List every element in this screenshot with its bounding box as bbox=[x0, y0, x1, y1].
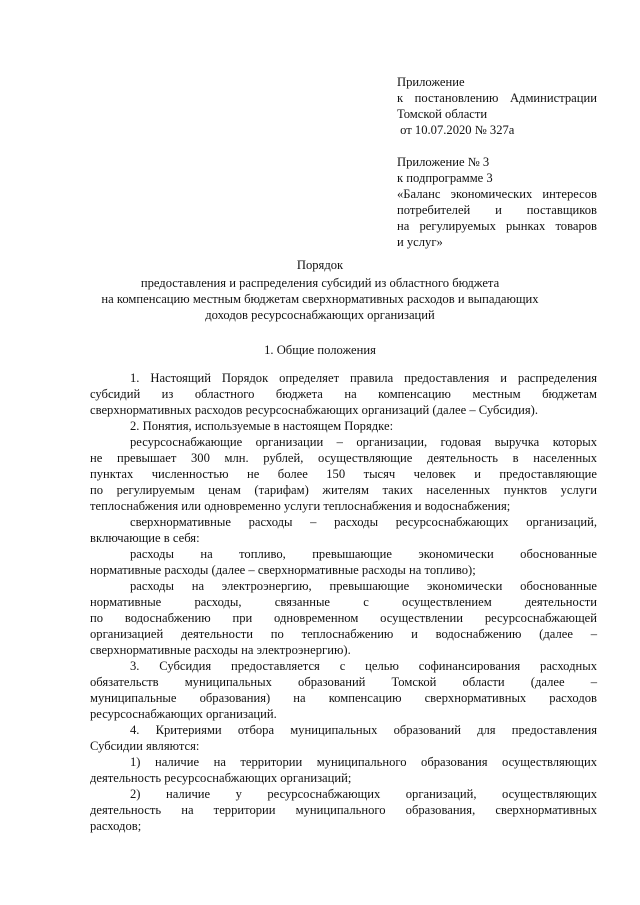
body-line: пунктах численностью не более 150 тысяч человек и предоставляющие bbox=[90, 467, 597, 481]
body-line: ресурсоснабжающие организации – организации, годовая выручка которых bbox=[130, 435, 597, 449]
body-line: расходы на электроэнергию, превышающие экономически обоснованные bbox=[130, 579, 597, 593]
body-line: 2. Понятия, используемые в настоящем Порядке: bbox=[130, 419, 394, 433]
appendix-sub-line: «Баланс экономических интересов bbox=[397, 187, 597, 201]
appendix-sub-line: на регулируемых рынках товаров bbox=[397, 219, 597, 233]
body-line: включающие в себя: bbox=[90, 531, 200, 545]
section-heading-text: 1. Общие положения bbox=[264, 343, 376, 357]
body-text bbox=[90, 370, 597, 834]
body-line: 3. Субсидия предоставляется с целью софинансирования расходных bbox=[130, 659, 597, 673]
body-line: муниципальные образования) на компенсацию сверхнормативных расходов bbox=[90, 691, 597, 705]
body-line: Субсидии являются: bbox=[90, 739, 200, 753]
body-line: не превышает 300 млн. рублей, осуществляющие деятельность в населенных bbox=[90, 451, 597, 465]
body-line: обязательств муниципальных образований Томской области (далее – bbox=[90, 675, 597, 689]
title-line: предоставления и распределения субсидий из областного бюджета bbox=[140, 276, 500, 290]
appendix-sub-line: к подпрограмме 3 bbox=[397, 171, 493, 185]
appendix-sub-line: и услуг» bbox=[397, 235, 443, 249]
body-line: нормативные расходы, связанные с осуществлением деятельности bbox=[90, 595, 597, 609]
body-line: организацией деятельности по теплоснабжению и водоснабжению (далее – bbox=[90, 627, 597, 641]
body-line: 1. Настоящий Порядок определяет правила предоставления и распределения bbox=[130, 371, 597, 385]
body-line: субсидий из областного бюджета на компенсацию местным бюджетам bbox=[90, 387, 597, 401]
body-line: теплоснабжения или одновременно услуги теплоснабжения и водоснабжения; bbox=[90, 499, 511, 513]
document-title bbox=[40, 257, 600, 323]
section-heading bbox=[40, 342, 600, 358]
body-line: по водоснабжению при одновременном осуществлении ресурсоснабжающей bbox=[90, 611, 597, 625]
body-line: 2) наличие у ресурсоснабжающих организаций, осуществляющих bbox=[130, 787, 597, 801]
body-line: 4. Критериями отбора муниципальных образований для предоставления bbox=[130, 723, 597, 737]
appendix-line: Приложение bbox=[397, 75, 465, 89]
body-line: сверхнормативные расходы на электроэнергию). bbox=[90, 643, 351, 657]
appendix-header bbox=[397, 74, 597, 138]
body-line: расходы на топливо, превышающие экономически обоснованные bbox=[130, 547, 597, 561]
body-line: по регулируемым ценам (тарифам) жителям таких населенных пунктов услуги bbox=[90, 483, 597, 497]
appendix-line: от 10.07.2020 № 327а bbox=[397, 123, 515, 137]
title-line: Порядок bbox=[296, 258, 344, 272]
body-line: сверхнормативных расходов ресурсоснабжающих организаций (далее – Субсидия). bbox=[90, 403, 538, 417]
appendix-subprogram bbox=[397, 154, 597, 250]
body-line: деятельность на территории муниципального образования, сверхнормативных bbox=[90, 803, 597, 817]
body-line: деятельность ресурсоснабжающих организаций; bbox=[90, 771, 352, 785]
appendix-sub-line: потребителей и поставщиков bbox=[397, 203, 597, 217]
body-line: нормативные расходы (далее – сверхнормативные расходы на топливо); bbox=[90, 563, 476, 577]
title-line: на компенсацию местным бюджетам сверхнормативных расходов и выпадающих bbox=[101, 292, 539, 306]
body-line: расходов; bbox=[90, 819, 142, 833]
title-line: доходов ресурсоснабжающих организаций bbox=[205, 308, 435, 322]
body-line: ресурсоснабжающих организаций. bbox=[90, 707, 277, 721]
appendix-line: Томской области bbox=[397, 107, 488, 121]
appendix-sub-line: Приложение № 3 bbox=[397, 155, 490, 169]
appendix-line: к постановлению Администрации bbox=[397, 91, 597, 105]
body-line: 1) наличие на территории муниципального образования осуществляющих bbox=[130, 755, 597, 769]
body-line: сверхнормативные расходы – расходы ресурсоснабжающих организаций, bbox=[130, 515, 597, 529]
